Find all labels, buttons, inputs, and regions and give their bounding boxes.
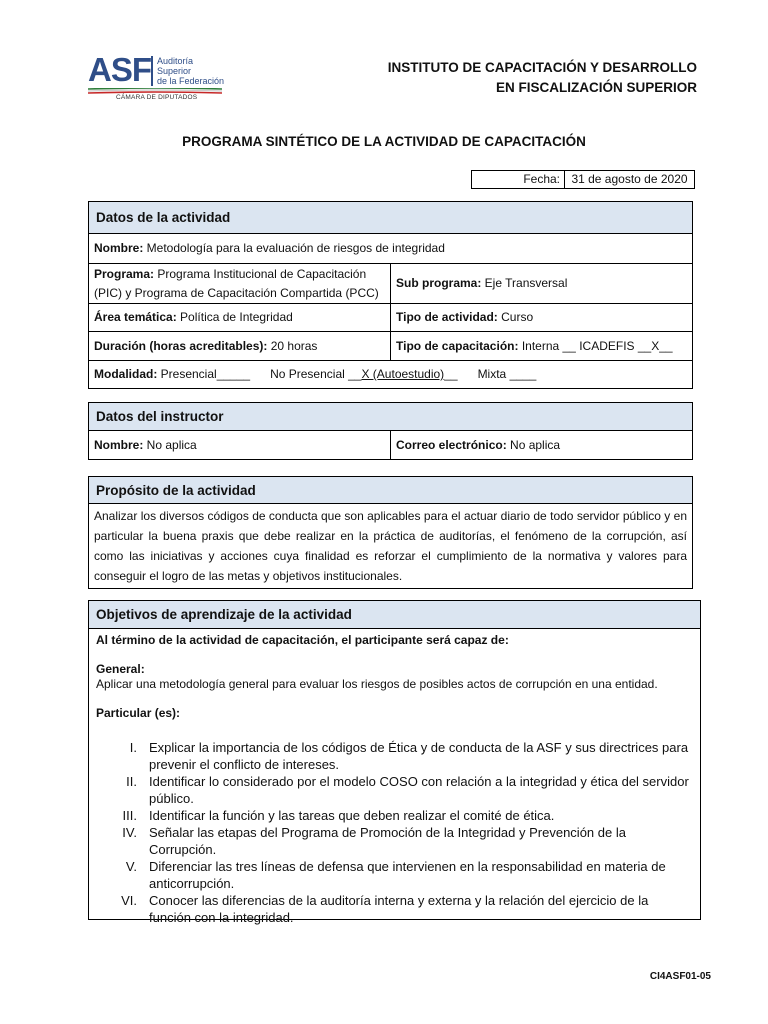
- objectives-section: [88, 600, 701, 925]
- activity-area-row: [89, 304, 692, 332]
- item-text: Conocer las diferencias de la auditoría interna y externa y la relación del ejercicio de la función con la integridad.: [149, 893, 649, 925]
- purpose-text: Analizar los diversos códigos de conducta que son aplicables para el actuar diario de todo servidor público y en particular la buena praxis que debe realizar en la práctica de auditorías, el fenómeno de la corrupción, así como las iniciativas y acciones cuya finalidad es reforzar el cumplimiento de la normativa y valores para conseguir el logro de las metas y objetivos institucionales.: [94, 509, 687, 583]
- instructor-name-cell: [89, 431, 391, 459]
- activity-name-cell: [89, 234, 692, 263]
- document-code: CI4ASF01-05: [649, 971, 711, 982]
- logo-line-2: Superior: [157, 66, 192, 76]
- modality-label: Modalidad:: [94, 367, 158, 381]
- logo-line-3: de la Federación: [157, 76, 225, 86]
- program-cell: [89, 264, 391, 303]
- duration-label: Duración (horas acreditables):: [94, 338, 268, 353]
- item-number: II.: [126, 774, 137, 789]
- item-text: Identificar lo considerado por el modelo COSO con relación a la integridad y ética del servidor público.: [149, 774, 689, 806]
- institute-line-1: INSTITUTO DE CAPACITACIÓN Y DESARROLLO: [387, 60, 697, 75]
- activity-modality-row: [89, 361, 692, 388]
- particular-objectives-list: [96, 739, 693, 926]
- activity-name-value: Metodología para la evaluación de riesgos de integridad: [143, 241, 445, 255]
- modality-presencial: Presencial_____: [157, 367, 251, 381]
- logo-chamber: CÁMARA DE DIPUTADOS: [116, 94, 198, 101]
- item-number: I.: [129, 740, 137, 755]
- logo-text: [157, 56, 224, 86]
- list-item: [96, 807, 693, 824]
- duration-cell: [89, 332, 391, 360]
- item-number: V.: [125, 859, 137, 874]
- modality-no-presencial-prefix: No Presencial __: [270, 367, 362, 381]
- training-type-cell: [391, 332, 692, 360]
- program-label: Programa:: [94, 266, 155, 281]
- item-number: III.: [122, 808, 137, 823]
- objectives-header: Objetivos de aprendizaje de la actividad: [89, 601, 700, 629]
- instructor-header: Datos del instructor: [89, 403, 692, 431]
- subprogram-label: Sub programa:: [396, 276, 482, 290]
- date-label: Fecha:: [472, 171, 565, 188]
- activity-program-row: [89, 264, 692, 304]
- objectives-body: [89, 629, 700, 930]
- objectives-intro: Al término de la actividad de capacitación, el participante será capaz de:: [96, 633, 509, 647]
- duration-value: 20 horas: [267, 338, 318, 353]
- item-text: Diferenciar las tres líneas de defensa que intervienen en la responsabilidad en materia de anticorrupción.: [149, 859, 666, 891]
- general-label: General:: [96, 662, 145, 676]
- activity-name-row: [89, 234, 692, 264]
- activity-header: Datos de la actividad: [89, 202, 692, 234]
- item-number: IV.: [122, 825, 137, 840]
- modality-no-presencial-value: X (Autoestudio): [361, 367, 445, 381]
- logo-acronym: ASF: [88, 51, 151, 88]
- instructor-email-value: No aplica: [506, 437, 561, 452]
- modality-no-presencial-suffix: __: [444, 367, 458, 381]
- modality-mixta: Mixta ____: [477, 367, 537, 381]
- document-title: PROGRAMA SINTÉTICO DE LA ACTIVIDAD DE CAPACITACIÓN: [182, 134, 586, 149]
- purpose-section: [88, 476, 693, 589]
- instructor-email-cell: [391, 431, 692, 459]
- asf-logo: [88, 52, 228, 108]
- modality-cell: [89, 361, 692, 388]
- logo-line-1: Auditoría: [157, 56, 194, 66]
- area-cell: [89, 304, 391, 331]
- activity-section: [88, 201, 693, 389]
- area-label: Área temática:: [94, 310, 177, 324]
- item-number: VI.: [121, 893, 137, 908]
- program-value: Programa Institucional de Capacitación (PIC) y Programa de Capacitación Compartida (PCC): [94, 266, 379, 300]
- institute-line-2: EN FISCALIZACIÓN SUPERIOR: [495, 80, 697, 95]
- particular-label: Particular (es):: [96, 706, 181, 720]
- date-value: 31 de agosto de 2020: [571, 172, 688, 186]
- list-item: [96, 858, 693, 892]
- training-type-value: Interna __ ICADEFIS __X__: [518, 338, 673, 353]
- instructor-email-label: Correo electrónico:: [396, 437, 507, 452]
- list-item: [96, 773, 693, 807]
- logo-divider: [151, 56, 153, 86]
- instructor-name-value: No aplica: [143, 437, 197, 452]
- purpose-header: Propósito de la actividad: [89, 477, 692, 504]
- instructor-section: [88, 402, 693, 460]
- activity-type-cell: [391, 304, 692, 331]
- training-type-label: Tipo de capacitación:: [396, 338, 519, 353]
- activity-name-label: Nombre:: [94, 241, 144, 255]
- area-value: Política de Integridad: [176, 310, 293, 324]
- item-text: Identificar la función y las tareas que deben realizar el comité de ética.: [149, 808, 555, 823]
- subprogram-value: Eje Transversal: [481, 276, 568, 290]
- institute-header: [388, 58, 697, 98]
- list-item: [96, 892, 693, 926]
- subprogram-cell: [391, 264, 692, 303]
- item-text: Explicar la importancia de los códigos de Ética y de conducta de la ASF y sus directrices para prevenir el conflicto de intereses.: [149, 740, 689, 772]
- list-item: [96, 824, 693, 858]
- list-item: [96, 739, 693, 773]
- date-box: [471, 170, 695, 189]
- activity-type-value: Curso: [497, 310, 534, 324]
- activity-duration-row: [89, 332, 692, 361]
- instructor-name-label: Nombre:: [94, 437, 144, 452]
- instructor-row: [89, 431, 692, 459]
- general-text: Aplicar una metodología general para evaluar los riesgos de posibles actos de corrupción en una entidad.: [96, 677, 658, 691]
- activity-type-label: Tipo de actividad:: [396, 310, 498, 324]
- item-text: Señalar las etapas del Programa de Promoción de la Integridad y Prevención de la Corrupción.: [149, 825, 626, 857]
